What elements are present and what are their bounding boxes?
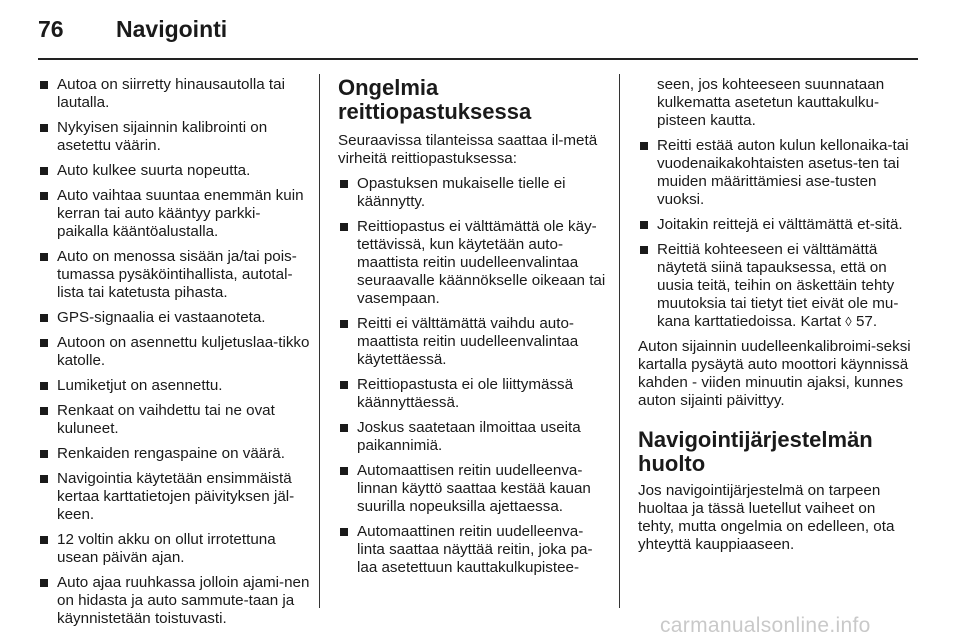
bullet-icon [40,192,48,200]
list-item: Joskus saatetaan ilmoittaa useita paikannimiä. [338,419,608,455]
header-rule [38,58,918,60]
section-heading-maintenance: Navigointijärjestelmän huolto [638,427,873,476]
recalibration-paragraph: Auton sijainnin uudelleenkalibroimi-seksi kartalla pysäytä auto moottori käynnissä kahden - viiden minuutin ajaksi, kunnes auton sijainti päivittyy. [638,338,911,409]
list-item: 12 voltin akku on ollut irrotettuna usean päivän ajan. [38,531,310,567]
chapter-title: Navigointi [116,16,228,42]
list-item: Opastuksen mukaiselle tielle ei käännytty. [338,175,608,211]
bullet-icon [40,407,48,415]
route-problems-list [338,175,608,577]
bullet-icon [40,475,48,483]
list-item: Autoon on asennettu kuljetuslaa-tikko katolle. [38,334,310,370]
list-item: Renkaiden rengaspaine on väärä. [38,445,310,463]
bullet-icon [40,579,48,587]
list-item: Automaattinen reitin uudelleenva-linta saattaa näyttää reitin, joka pa-laa asetettuun kauttakulkupistee- [338,523,608,577]
bullet-icon [340,320,348,328]
column-3 [638,76,914,561]
page-number: 76 [38,16,64,42]
bullet-icon [640,246,648,254]
list-item: Automaattisen reitin uudelleenva-linnan käyttö saattaa kestää kauan suurilla nopeuksilla ajettaessa. [338,462,608,516]
list-item: Lumiketjut on asennettu. [38,377,310,395]
bullet-icon [40,253,48,261]
bullet-icon [40,314,48,322]
bullet-icon [40,124,48,132]
bullet-icon [340,467,348,475]
list-item: Auto on menossa sisään ja/tai pois-tumassa pysäköintihallista, autotal-lista tai katetusta pihasta. [38,248,310,302]
intro-paragraph: Seuraavissa tilanteissa saattaa il-metä virheitä reittiopastuksessa: [338,132,598,167]
list-item: Autoa on siirretty hinausautolla tai lautalla. [38,76,310,112]
list-item: Renkaat on vaihdettu tai ne ovat kuluneet. [38,402,310,438]
bullet-icon [40,536,48,544]
list-item: GPS-signaalia ei vastaanoteta. [38,309,310,327]
list-item: Nykyisen sijainnin kalibrointi on asetettu väärin. [38,119,310,155]
list-item: Reittiopastusta ei ole liittymässä käännyttäessä. [338,376,608,412]
continued-list-text: seen, jos kohteeseen suunnataan kulkematta asetetun kauttakulku-pisteen kautta. [657,76,885,129]
list-item: Reitti estää auton kulun kellonaika-tai vuodenaikakohtaisten asetus-ten tai muiden määrittämiesi ase-tusten vuoksi. [638,137,914,209]
column-1 [38,76,310,635]
bullet-icon [340,180,348,188]
maintenance-paragraph: Jos navigointijärjestelmä on tarpeen huoltaa ja tässä luetellut vaiheet on tehty, mutta ongelmia on edelleen, ota yhteyttä kauppiaaseen. [638,482,895,553]
bullet-icon [640,142,648,150]
cross-reference-icon: ◊ [845,314,852,329]
bullet-icon [340,424,348,432]
section-heading-route-problems: Ongelmia reittiopastuksessa [338,75,532,124]
list-item: Reitti ei välttämättä vaihdu auto-maattista reitin uudelleenvalintaa käytettäessä. [338,315,608,369]
bullet-icon [40,81,48,89]
bullet-icon [40,339,48,347]
column-divider-left [319,74,320,608]
bullet-icon [40,167,48,175]
list-item: Reittiopastus ei välttämättä ole käy-tettävissä, kun käytetään auto-maattista reitin uudelleenvalintaa seuraavalle käännökselle oikeaan tai vasempaan. [338,218,608,308]
column-2 [338,76,608,584]
watermark: carmanualsonline.info [660,614,871,637]
bullet-icon [340,381,348,389]
bullet-icon [640,221,648,229]
column-divider-right [619,74,620,608]
list-item: Auto ajaa ruuhkassa jolloin ajami-nen on hidasta ja auto sammute-taan ja käynnistetään toistuvasti. [38,574,310,628]
route-problems-list-continued [638,137,914,331]
list-item: Joitakin reittejä ei välttämättä et-sitä. [638,216,914,234]
bullet-icon [40,450,48,458]
list-item: Reittiä kohteeseen ei välttämättä näytetä siinä tapauksessa, että on uusia teitä, teihin on äskettäin tehty muutoksia tai tietyt tiet eivät ole mu-kana karttatiedoissa. Kartat ◊ 57. [638,241,914,331]
bullet-icon [40,382,48,390]
list-item: Navigointia käytetään ensimmäistä kertaa karttatietojen päivityksen jäl-keen. [38,470,310,524]
bullet-icon [340,223,348,231]
list-item: Auto kulkee suurta nopeutta. [38,162,310,180]
causes-list [38,76,310,628]
list-item: Auto vaihtaa suuntaa enemmän kuin kerran tai auto kääntyy parkki-paikalla kääntöalustalla. [38,187,310,241]
bullet-icon [340,528,348,536]
cross-reference-page[interactable]: 57. [855,313,878,330]
